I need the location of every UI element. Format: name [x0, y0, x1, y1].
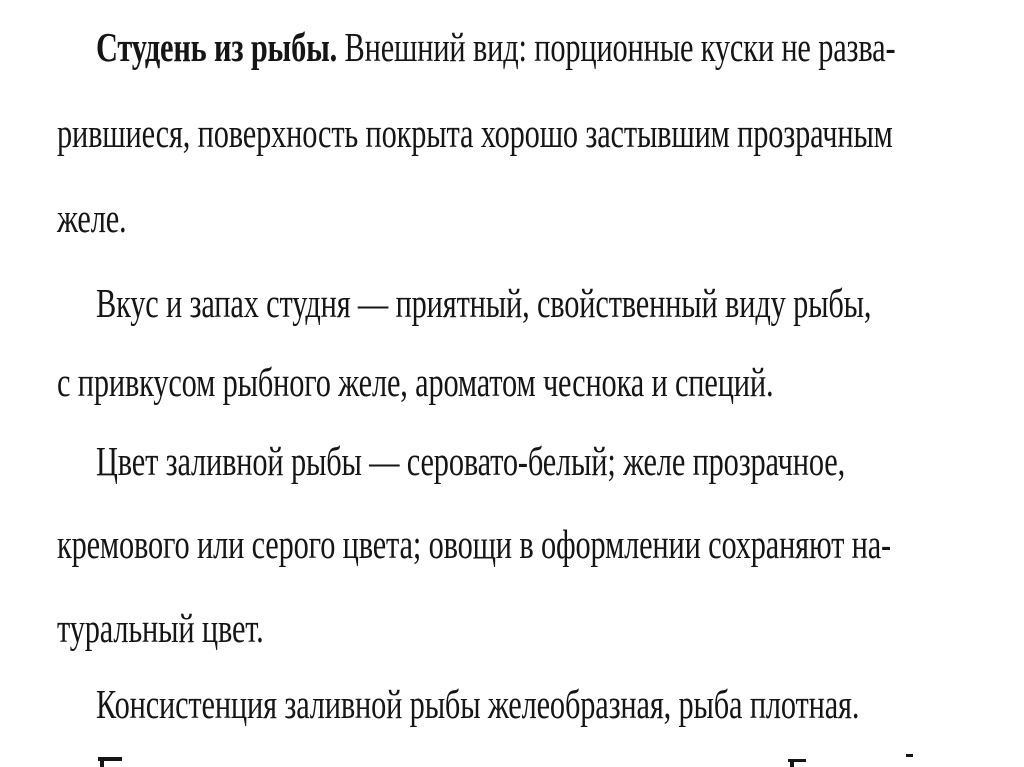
text-run: кремового или серого цвета; овощи в оформлении сохраняют на-	[57, 521, 892, 567]
paragraph-3-line-3	[57, 600, 264, 656]
text-run: рившиеся, поверхность покрыта хорошо застывшим прозрачным	[57, 110, 893, 156]
paragraph-2-line-1	[96, 275, 871, 331]
paragraph-1-line-1	[96, 19, 895, 75]
text-run: Консистенция заливной рыбы желеобразная, рыба плотная.	[96, 681, 860, 727]
text-run: желе.	[57, 195, 127, 241]
cut-off-glyph-tops	[0, 748, 1024, 767]
text-run: Цвет заливной рыбы — серовато-белый; желе прозрачное,	[96, 438, 846, 484]
text-run: с привкусом рыбного желе, ароматом чеснока и специй.	[57, 359, 774, 405]
text-run: Внешний вид: порционные куски не разва-	[337, 24, 896, 70]
paragraph-3-line-2	[57, 516, 891, 572]
section-heading: Студень из рыбы.	[96, 24, 338, 70]
paragraph-1-line-2	[57, 105, 893, 161]
paragraph-3-line-1	[96, 433, 845, 489]
cut-off-next-line	[0, 748, 1024, 767]
paragraph-4-line-1	[96, 676, 859, 732]
paragraph-1-line-3	[57, 190, 126, 246]
text-run: туральный цвет.	[57, 605, 264, 651]
text-run: Вкус и запах студня — приятный, свойственный виду рыбы,	[96, 280, 872, 326]
paragraph-2-line-2	[57, 354, 773, 410]
